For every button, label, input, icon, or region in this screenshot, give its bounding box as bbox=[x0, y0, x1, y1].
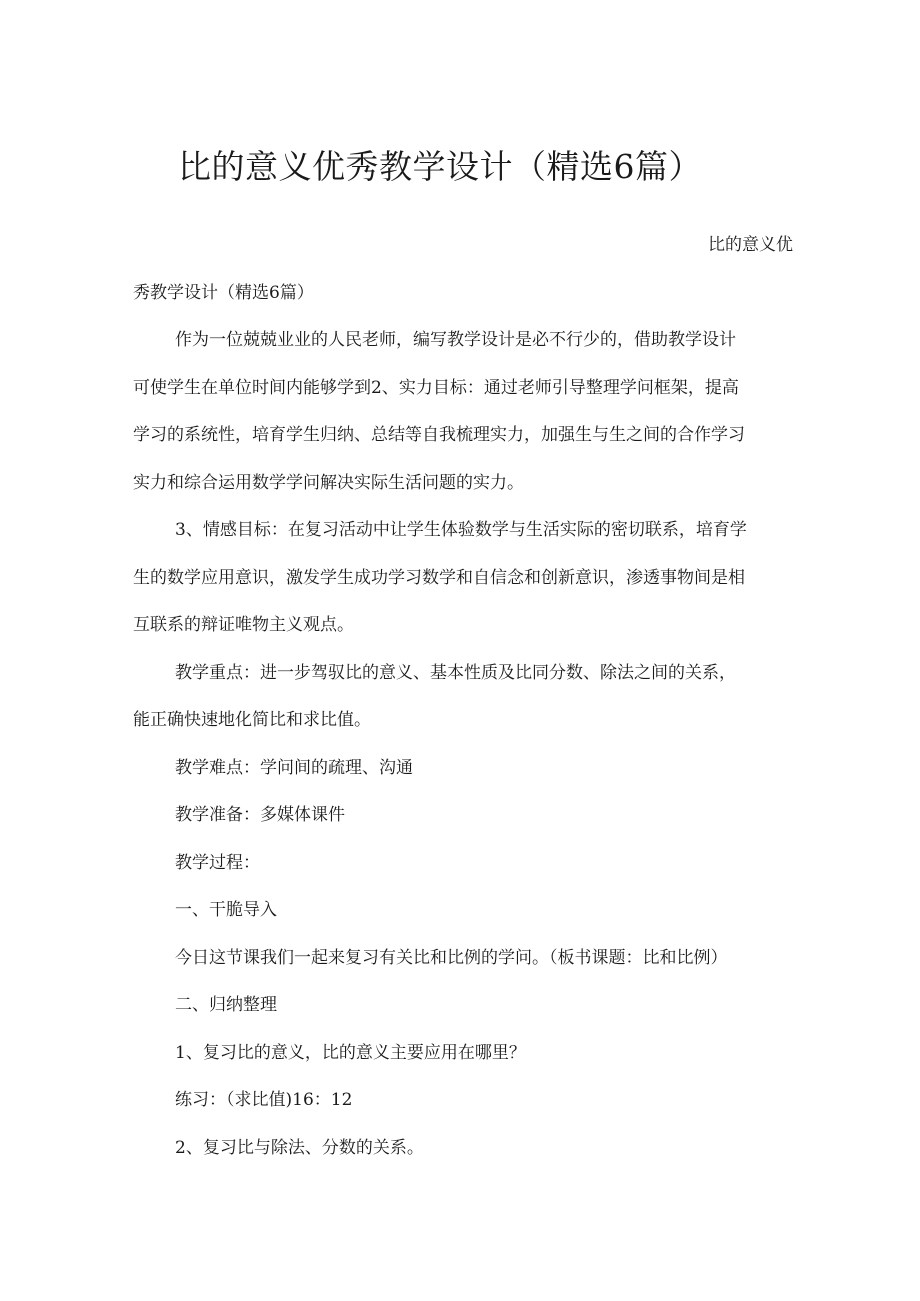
subtitle-line-2: 秀教学设计（精选6篇） bbox=[133, 282, 314, 303]
section-1-text: 今日这节课我们一起来复习有关比和比例的学问。（板书课题：比和比例） bbox=[175, 947, 728, 968]
process-heading: 教学过程： bbox=[175, 852, 260, 873]
emotion-line-3: 互联系的辩证唯物主义观点。 bbox=[133, 615, 354, 635]
subtitle-line-1: 比的意义优 bbox=[708, 235, 793, 255]
difficulty-line: 教学难点：学问间的疏理、沟通 bbox=[175, 757, 413, 778]
exercise-line: 练习：（求比值)16：12 bbox=[175, 1090, 353, 1110]
emotion-line-1: 3、情感目标：在复习活动中让学生体验数学与生活实际的密切联系，培育学 bbox=[175, 520, 747, 540]
item-1: 1、复习比的意义，比的意义主要应用在哪里？ bbox=[175, 1042, 526, 1063]
intro-line-2: 可使学生在单位时间内能够学到2、实力目标：通过老师引导整理学问框架，提高 bbox=[133, 377, 739, 398]
intro-line-1: 作为一位兢兢业业的人民老师，编写教学设计是必不行少的，借助教学设计 bbox=[175, 330, 736, 350]
section-2-heading: 二、归纳整理 bbox=[175, 995, 277, 1015]
document-title: 比的意义优秀教学设计（精选6篇） bbox=[178, 147, 702, 186]
intro-line-4: 实力和综合运用数学学问解决实际生活问题的实力。 bbox=[133, 472, 524, 493]
section-1-heading: 一、干脆导入 bbox=[175, 900, 277, 920]
emotion-line-2: 生的数学应用意识，激发学生成功学习数学和自信念和创新意识，渗透事物间是相 bbox=[133, 567, 745, 588]
document-body bbox=[133, 222, 793, 1172]
preparation-line: 教学准备：多媒体课件 bbox=[175, 805, 345, 825]
key-points-line-1: 教学重点：进一步驾驭比的意义、基本性质及比同分数、除法之间的关系， bbox=[175, 662, 736, 683]
item-2: 2、复习比与除法、分数的关系。 bbox=[175, 1137, 424, 1158]
intro-line-3: 学习的系统性，培育学生归纳、总结等自我梳理实力，加强生与生之间的合作学习 bbox=[133, 425, 745, 445]
key-points-line-2: 能正确快速地化简比和求比值。 bbox=[133, 710, 371, 730]
